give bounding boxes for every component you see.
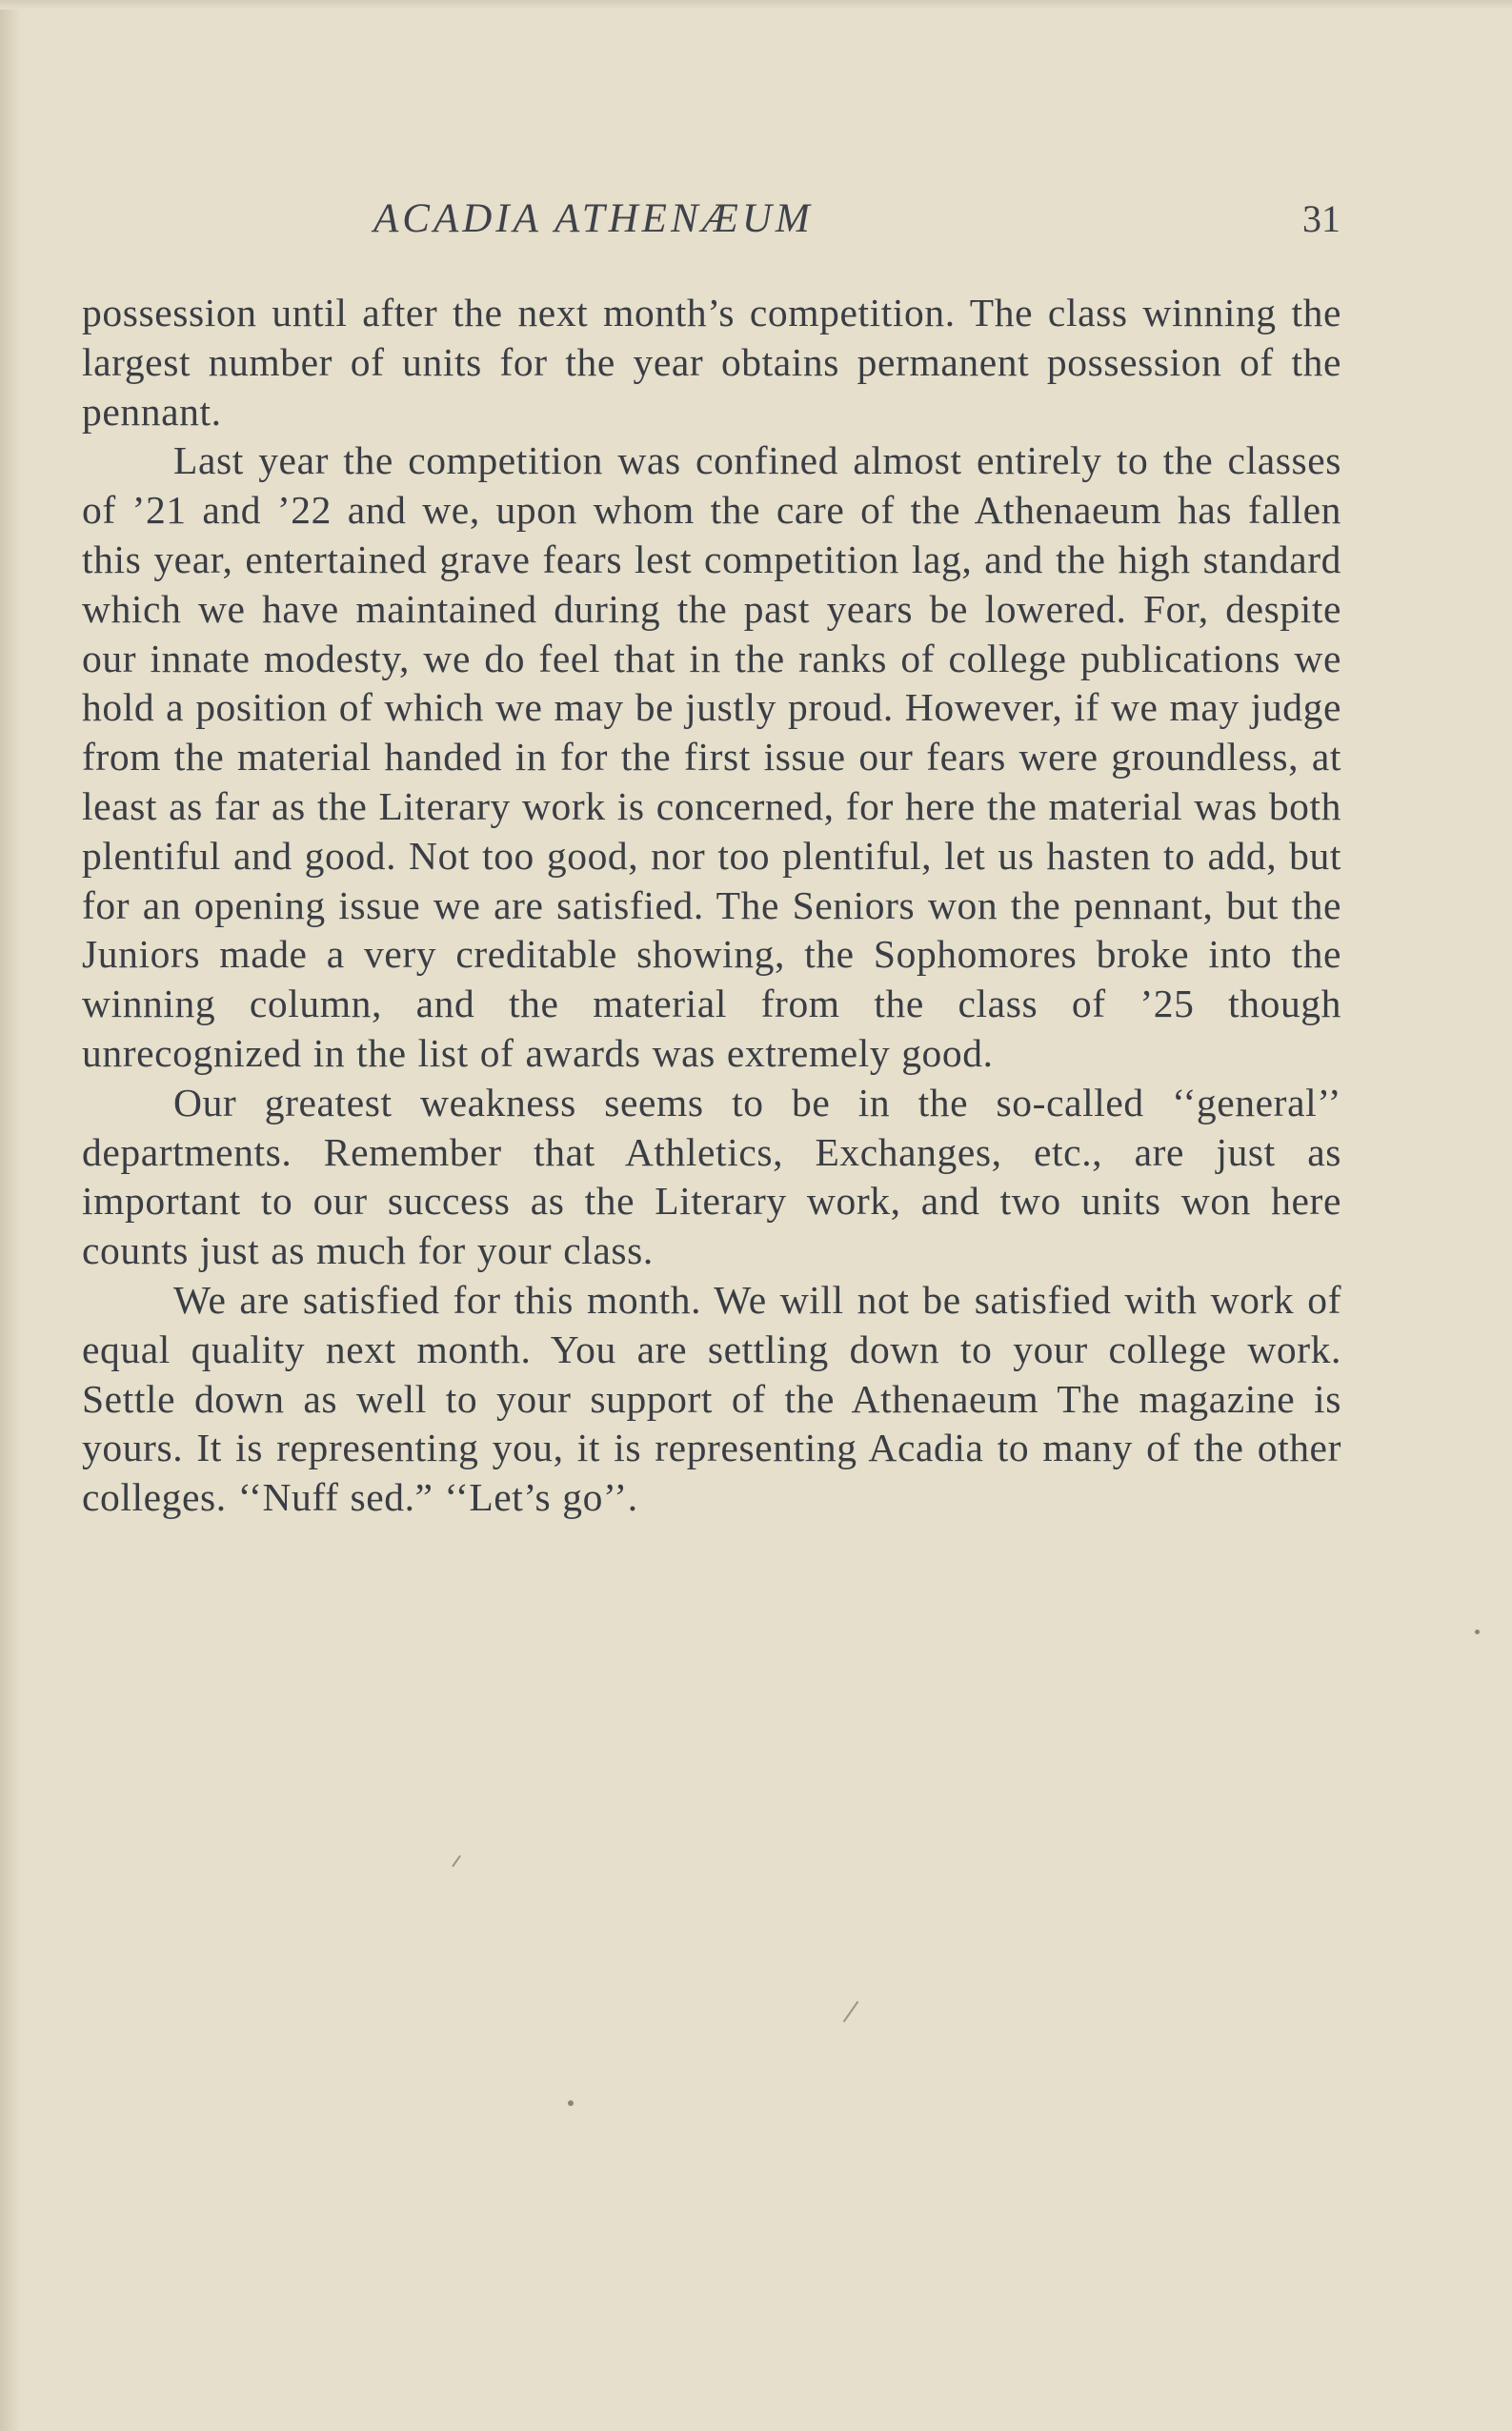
paragraph-1: possession until after the next month’s competition. The class winning the largest number of units for the year obtains permanent possession of the pennant. <box>82 291 1341 434</box>
paper-mark <box>452 1855 461 1868</box>
paper-speck <box>568 2100 574 2106</box>
article-body <box>82 289 1341 1523</box>
running-head <box>0 191 1512 248</box>
paragraph-2: Last year the competition was confined almost entirely to the classes of ’21 and ’22 and we, upon whom the care of the Athenaeum has fallen this year, entertained grave fears lest competition lag, and the high standard which we have maintained during the past years be lowered. For, despite our innate modesty, we do feel that in the ranks of college publications we hold a position of which we may be justly proud. However, if we may judge from the material handed in for the first issue our fears were groundless, at least as far as the Literary work is concerned, for here the material was both plentiful and good. Not too good, nor too plentiful, let us hasten to add, but for an opening issue we are satisfied. The Seniors won the pennant, but the Juniors made a very creditable showing, the Sophomores broke into the winning column, and the material from the class of ’25 though unrecognized in the list of awards was extremely good. <box>82 438 1341 1075</box>
paragraph-3: Our greatest weakness seems to be in the so-called ‘‘general’’ departments. Remember that Athletics, Exchanges, etc., are just as important to our success as the Literary work, and two units won here counts just as much for your class. <box>82 1080 1341 1273</box>
page-number: 31 <box>1302 197 1341 240</box>
page-top-edge <box>0 0 1512 10</box>
journal-title: ACADIA ATHENÆUM <box>373 196 814 241</box>
paragraph-4: We are satisfied for this month. We will not be satisfied with work of equal quality next month. You are settling down to your college work. Settle down as well to your support of the Athenaeum The magazine is yours. It is representing you, it is representing Acadia to many of the other colleges. ‘‘Nuff sed.” ‘‘Let’s go’’. <box>82 1277 1341 1520</box>
paper-mark <box>843 2001 859 2022</box>
page-edge-shadow <box>0 0 21 2431</box>
paper-speck <box>1475 1630 1480 1634</box>
